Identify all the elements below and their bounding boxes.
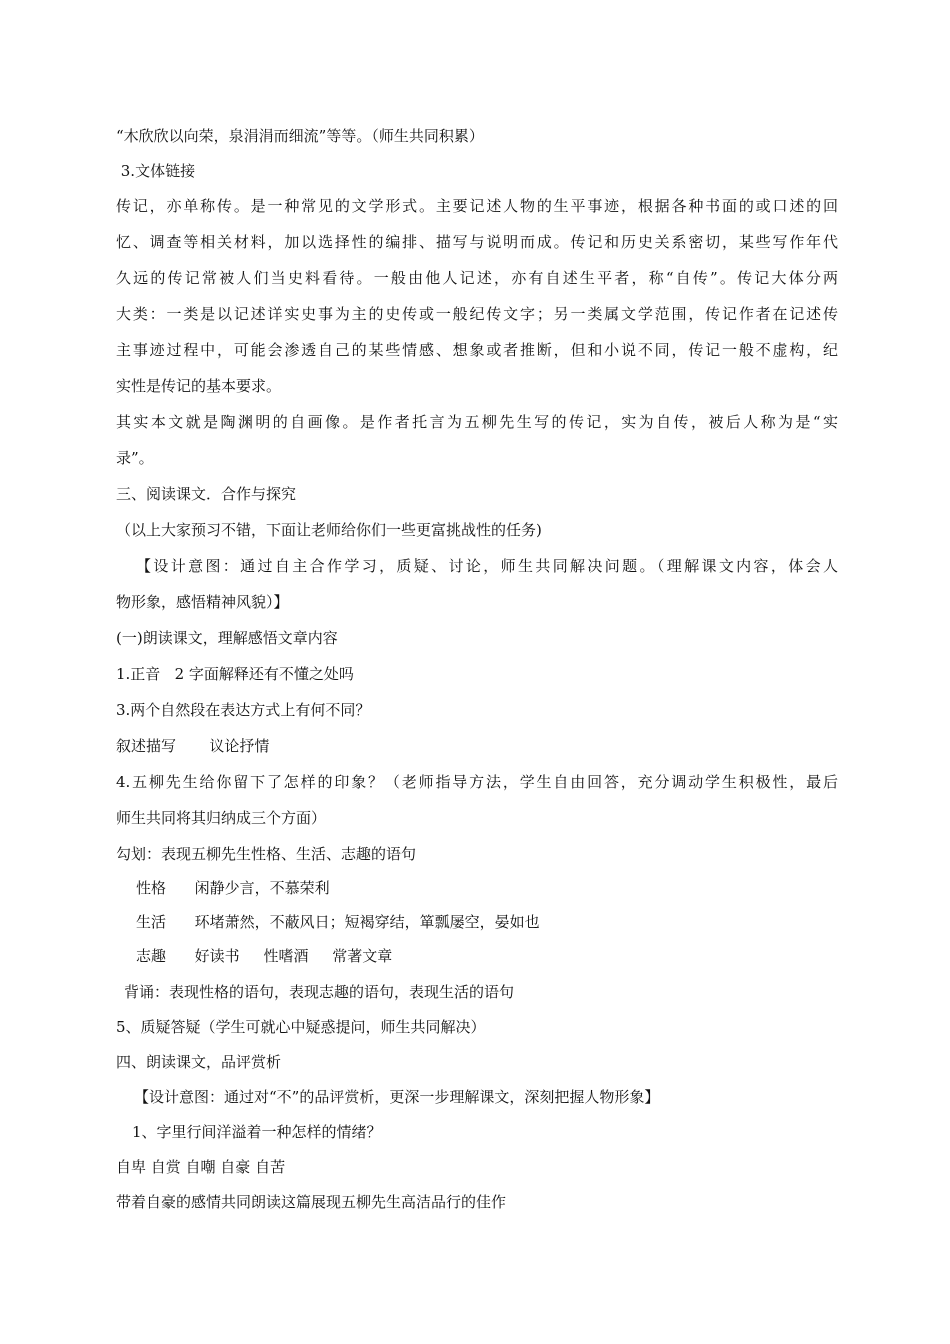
trait-line: 生活 环堵萧然，不蔽风日；短褐穿结，箪瓢屡空，晏如也 xyxy=(136,913,540,931)
text-line: 主事迹过程中，可能会渗透自己的某些情感、想象或者推断，但和小说不同，传记一般不虚构，纪 xyxy=(116,341,838,359)
list-item: 4.五柳先生给你留下了怎样的印象？（老师指导方法，学生自由回答，充分调动学生积极性，最后 xyxy=(116,773,838,791)
section-heading: 三、阅读课文．合作与探究 xyxy=(116,485,297,503)
text-line: 其实本文就是陶渊明的自画像。是作者托言为五柳先生写的传记，实为自传，被后人称为是“实 xyxy=(116,413,838,431)
text-line: 叙述描写 议论抒情 xyxy=(116,737,270,755)
list-item: 3.两个自然段在表达方式上有何不同？ xyxy=(116,701,371,719)
trait-line: 志趣 好读书 性嗜酒 常著文章 xyxy=(136,947,393,965)
text-line: 大类：一类是以记述详实史事为主的史传或一般纪传文字；另一类属文学范围，传记作者在记述传 xyxy=(116,305,838,323)
list-item: 1.正音 2 字面解释还有不懂之处吗 xyxy=(116,665,354,683)
text-line: 带着自豪的感情共同朗读这篇展现五柳先生高洁品行的佳作 xyxy=(116,1193,507,1211)
list-item: 5、质疑答疑（学生可就心中疑惑提问，师生共同解决） xyxy=(116,1018,486,1036)
text-line: 实性是传记的基本要求。 xyxy=(116,377,282,395)
subsection-heading: (一)朗读课文，理解感悟文章内容 xyxy=(116,629,338,647)
trait-line: 性格 闲静少言，不慕荣利 xyxy=(136,879,330,897)
section-heading: 3.文体链接 xyxy=(116,162,196,180)
text-line: 自卑 自赏 自嘲 自豪 自苦 xyxy=(116,1158,286,1176)
list-item: 1、字里行间洋溢着一种怎样的情绪？ xyxy=(132,1123,382,1141)
design-intent-line: 【设计意图：通过自主合作学习，质疑、讨论，师生共同解决问题。（理解课文内容，体会人 xyxy=(136,557,838,575)
text-line: （以上大家预习不错，下面让老师给你们一些更富挑战性的任务) xyxy=(116,521,542,539)
text-line: 久远的传记常被人们当史料看待。一般由他人记述，亦有自述生平者，称“自传”。传记大体分两 xyxy=(116,269,838,287)
design-intent-line: 物形象，感悟精神风貌）】 xyxy=(116,593,289,611)
text-line: 录”。 xyxy=(116,449,154,467)
text-line: 师生共同将其归纳成三个方面） xyxy=(116,809,327,827)
section-heading: 四、朗读课文，品评赏析 xyxy=(116,1053,282,1071)
text-line: 传记，亦单称传。是一种常见的文学形式。主要记述人物的生平事迹，根据各种书面的或口述的回 xyxy=(116,197,838,215)
text-line: 勾划：表现五柳先生性格、生活、志趣的语句 xyxy=(116,845,417,863)
text-line: 背诵：表现性格的语句，表现志趣的语句，表现生活的语句 xyxy=(124,983,515,1001)
text-line: “木欣欣以向荣，泉涓涓而细流”等等。（师生共同积累） xyxy=(116,127,484,145)
text-line: 忆、调查等相关材料，加以选择性的编排、描写与说明而成。传记和历史关系密切，某些写作年代 xyxy=(116,233,838,251)
design-intent-line: 【设计意图：通过对“不”的品评赏析，更深一步理解课文，深刻把握人物形象】 xyxy=(134,1088,660,1106)
